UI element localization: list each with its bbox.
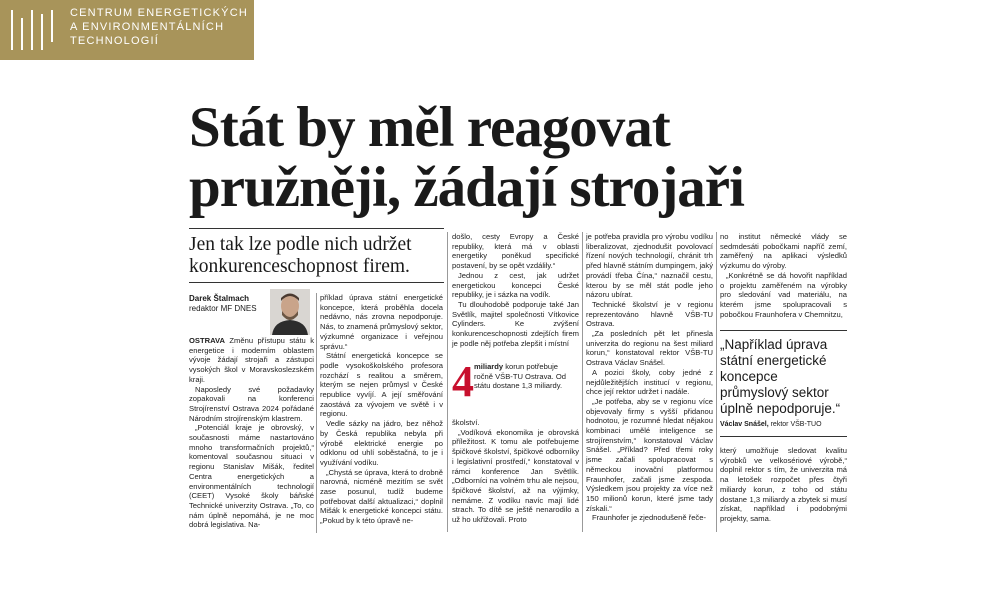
author-role: redaktor MF DNES: [189, 304, 257, 313]
article-column-5-continued: [720, 446, 847, 524]
paragraph: „Vodíková ekonomika je obrovská příležitost. K tomu ale potřebujeme špičkové školství, špičkové odborníky i legislativní prostředí,“ konstatoval v rámci konference Jan Světlík. „Odborníci na volném trhu ale nejsou, špičkové školství, až na výjimky, nemáme. Z vodíku navíc mají lidé strach. To dítě se ještě nenarodilo a už ho ukřižovali. Proto: [452, 427, 579, 525]
headline-line-1: Stát by měl reagovat: [189, 96, 670, 159]
quote-author: Václav Snášel,: [720, 421, 769, 428]
paragraph: Naposledy své požadavky zopakovali na konferenci Strojírenství Ostrava 2024 pořádané Národním strojírenským klastrem.: [189, 384, 314, 423]
column-divider: [582, 232, 583, 532]
paragraph: Vedle sázky na jádro, bez něhož by Česká republika nebyla při výrobě elektrické energie po odklonu od uhlí soběstačná, to je i využívání vodíku.: [320, 419, 443, 467]
ceet-logo: [0, 0, 254, 60]
article-column-3: [452, 232, 579, 348]
fact-box: [452, 357, 579, 408]
quote-top-rule: [720, 330, 847, 331]
logo-lines-icon: [8, 8, 60, 52]
article-subtitle: Jen tak lze podle nich udržet konkurenceschopnost firem.: [189, 234, 412, 277]
fact-number: 4: [452, 357, 474, 406]
subtitle-top-rule: [189, 228, 444, 229]
quote-bottom-rule: [720, 436, 847, 437]
fact-rest: korun potřebuje ročně VŠB-TU Ostrava. Od státu dostane 1,3 miliardy.: [474, 362, 566, 391]
fact-bold: miliardy: [474, 362, 504, 371]
paragraph: A pozici školy, coby jedné z nejdůležitějších institucí v regionu, chce její rektor udržet i nadále.: [586, 367, 713, 397]
column-divider: [316, 293, 317, 533]
subtitle-bottom-rule: [189, 282, 444, 283]
paragraph: Fraunhofer je zjednodušeně řeče-: [592, 513, 706, 523]
article-column-2: [320, 293, 443, 526]
article-headline: [189, 98, 744, 218]
logo-line-2: A ENVIRONMENTÁLNÍCH: [70, 21, 225, 33]
paragraph: příklad úprava státní energetické koncepce, která proběhla docela nedávno, nás zrovna nepodporuje. Nás, to znamená průmyslový sektor, výzkumné organizace i veřejnou správu.“: [320, 293, 443, 351]
paragraph: došlo, cesty Evropy a České republiky, která má v oblasti energetiky poněkud specifické postavení, by se opět vzdálily.“: [452, 232, 579, 271]
paragraph: Technické školství je v regionu reprezentováno hlavně VŠB-TU Ostrava.: [586, 299, 713, 329]
author-byline: [189, 294, 257, 314]
paragraph: Státní energetická koncepce se podle vysokoškolského profesora rozchází s realitou a směrem, kterým se nejen průmysl v České republice vyvíjí. A její směřování zaostává za vývojem ve světě i v regionu.: [320, 351, 443, 419]
quote-role: rektor VŠB-TUO: [768, 421, 822, 428]
paragraph: „Je potřeba, aby se v regionu více objevovaly firmy s vyšší přidanou hodnotou, je rozumné hledat nějakou kombinaci umělé inteligence se strojírenstvím,“ konstatoval Václav Snášel. „Příklad? Před třemi roky jsme začali spolupracovat s německou inovační platformou Fraunhofer, začali jsme zespoda. Výsledkem jsou projekty za více než 150 milionů korun, které jsme tady získali.“: [586, 396, 713, 513]
article-column-1: [189, 336, 314, 530]
column-divider: [447, 232, 448, 532]
paragraph-text: Změnu přístupu státu k energetice i moderním oblastem vývoje žádají strojaři a zástupci vysokých škol v Moravskoslezském kraji.: [189, 336, 314, 384]
paragraph: Tu dlouhodobě podporuje také Jan Světlík, majitel společnosti Vítkovice Cylinders. Ke zvýšení konkurenceschopnosti zdejších firem je podle něj potřeba zlepšit i místní: [452, 299, 579, 348]
paragraph: no institut německé vlády se sedmdesáti pobočkami napříč zemí, zaměřený na aplikaci výsledků výzkumu do výroby.: [720, 232, 847, 271]
headline-line-2: pružněji, žádají strojaři: [189, 156, 744, 219]
paragraph: který umožňuje sledovat kvalitu výrobků ve velkosériové výrobě,“ doplnil rektor s tím, že univerzita má na letošek rozpočet přes čtyři miliardy korun, z toho od státu dostane 1,3 miliardy a zbytek si musí získat, například i podobnými projekty, sama.: [720, 446, 847, 523]
logo-text: [70, 6, 248, 48]
logo-line-1: CENTRUM ENERGETICKÝCH: [70, 7, 248, 19]
author-photo: [270, 289, 310, 335]
paragraph: [189, 336, 314, 385]
paragraph: „Konkrétně se dá hovořit například o projektu zaměřeném na výrobky pro sledování vad materiálu, na kterém jsme spolupracovali s pobočkou Fraunhofera v Chemnitzu,: [720, 270, 847, 319]
paragraph: „Za posledních pět let přinesla univerzita do regionu na šest miliard korun,“ konstatoval rektor VŠB-TU Ostrava Václav Snášel.: [586, 329, 713, 368]
article-column-3-continued: [452, 418, 579, 525]
fact-text: [474, 362, 578, 391]
column-divider: [716, 232, 717, 532]
author-name: Darek Štalmach: [189, 294, 250, 303]
paragraph: „Chystá se úprava, která to drobně narovná, nicméně mezitím se svět zase posunul, tudíž budeme potřebovat další aktualizaci,“ doplnil Mišák k energetické koncepci státu. „Pokud by k této úpravě ne-: [320, 467, 443, 526]
logo-line-3: TECHNOLOGIÍ: [70, 35, 159, 47]
quote-source: [720, 420, 847, 429]
paragraph: „Potenciál kraje je obrovský, v současnosti máme nastartováno mnoho transformačních projektů,“ komentoval současnou situaci v regionu Stanislav Mišák, ředitel Centra energetických a environmentálních technologií (CEET) Vysoké školy báňské Technické univerzity Ostrava. „To, co nám úplně nepomáhá, je ne moc dobrá legislativa. Na-: [189, 423, 314, 530]
paragraph: Jednou z cest, jak udržet energetickou koncepci České republiky, je i sázka na vodík.: [452, 270, 579, 300]
pull-quote: „Například úprava státní energetické koncepce průmyslový sektor úplně nepodporuje.“: [720, 337, 841, 416]
paragraph: je potřeba pravidla pro výrobu vodíku liberalizovat, zjednodušit povolovací řízení nových technologií, chránit trh před hlavně státním dumpingem, jaký provádí třeba Čína,“ naznačil cestu, kterou by se měl stát podle jeho názoru ubírat.: [586, 232, 713, 300]
article-column-5: [720, 232, 847, 319]
article-column-4: [586, 232, 713, 523]
dateline: OSTRAVA: [189, 336, 225, 345]
paragraph: školství.: [452, 418, 480, 427]
